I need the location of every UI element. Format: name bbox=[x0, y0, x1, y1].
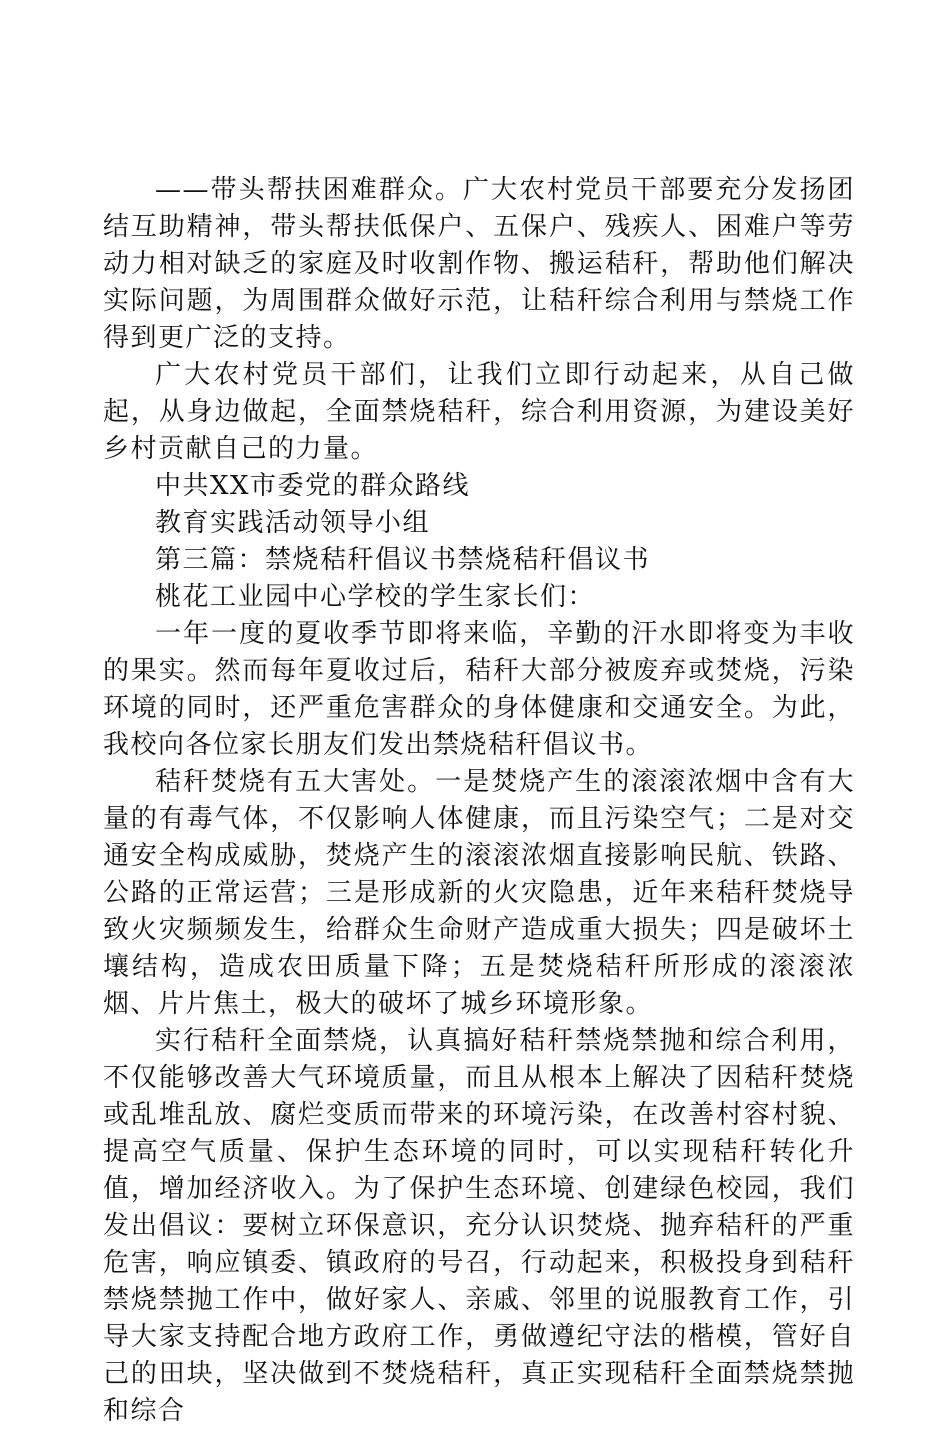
paragraph-five-harms: 秸秆焚烧有五大害处。一是焚烧产生的滚滚浓烟中含有大量的有毒气体，不仅影响人体健康，而且污染空气；二是对交通安全构成威胁，焚烧产生的滚滚浓烟直接影响民航、铁路、公路的正常运营；三是形成新的火灾隐患，近年来秸秆焚烧导致火灾频频发生，给群众生命财产造成重大损失；四是破坏土壤结构，造成农田质量下降；五是焚烧秸秆所形成的滚滚浓烟、片片焦土，极大的破坏了城乡环境形象。 bbox=[103, 767, 855, 1019]
paragraph-full-ban: 实行秸秆全面禁烧，认真搞好秸秆禁烧禁抛和综合利用，不仅能够改善大气环境质量，而且从根本上解决了因秸秆焚烧或乱堆乱放、腐烂变质而带来的环境污染，在改善村容村貌、提高空气质量、保护生态环境的同时，可以实现秸秆转化升值，增加经济收入。为了保护生态环境、创建绿色校园，我们发出倡议：要树立环保意识，充分认识焚烧、抛弃秸秆的严重危害，响应镇委、镇政府的号召，行动起来，积极投身到秸秆禁烧禁抛工作中，做好家人、亲戚、邻里的说服教育工作，引导大家支持配合地方政府工作，勇做遵纪守法的楷模，管好自己的田块，坚决做到不焚烧秸秆，真正实现秸秆全面禁烧禁抛和综合 bbox=[103, 1026, 855, 1426]
paragraph-call-to-action: 广大农村党员干部们，让我们立即行动起来，从自己做起，从身边做起，全面禁烧秸秆，综合利用资源，为建设美好乡村贡献自己的力量。 bbox=[103, 360, 855, 464]
paragraph-summer-harvest: 一年一度的夏收季节即将来临，辛勤的汗水即将变为丰收的果实。然而每年夏收过后，秸秆大部分被废弃或焚烧，污染环境的同时，还严重危害群众的身体健康和交通安全。为此，我校向各位家长朋友们发出禁烧秸秆倡议书。 bbox=[103, 619, 855, 760]
signature-line-committee: 中共XX市委党的群众路线 bbox=[155, 471, 471, 501]
paragraph-help-the-needy: ——带头帮扶困难群众。广大农村党员干部要充分发扬团结互助精神，带头帮扶低保户、五保户、残疾人、困难户等劳动力相对缺乏的家庭及时收割作物、搬运秸秆，帮助他们解决实际问题，为周围群众做好示范，让秸秆综合利用与禁烧工作得到更广泛的支持。 bbox=[103, 175, 855, 353]
salutation-line: 桃花工业园中心学校的学生家长们： bbox=[155, 582, 596, 612]
section-heading-part-three: 第三篇：禁烧秸秆倡议书禁烧秸秆倡议书 bbox=[155, 545, 651, 575]
signature-line-group: 教育实践活动领导小组 bbox=[155, 508, 431, 538]
document-body bbox=[103, 172, 855, 1430]
